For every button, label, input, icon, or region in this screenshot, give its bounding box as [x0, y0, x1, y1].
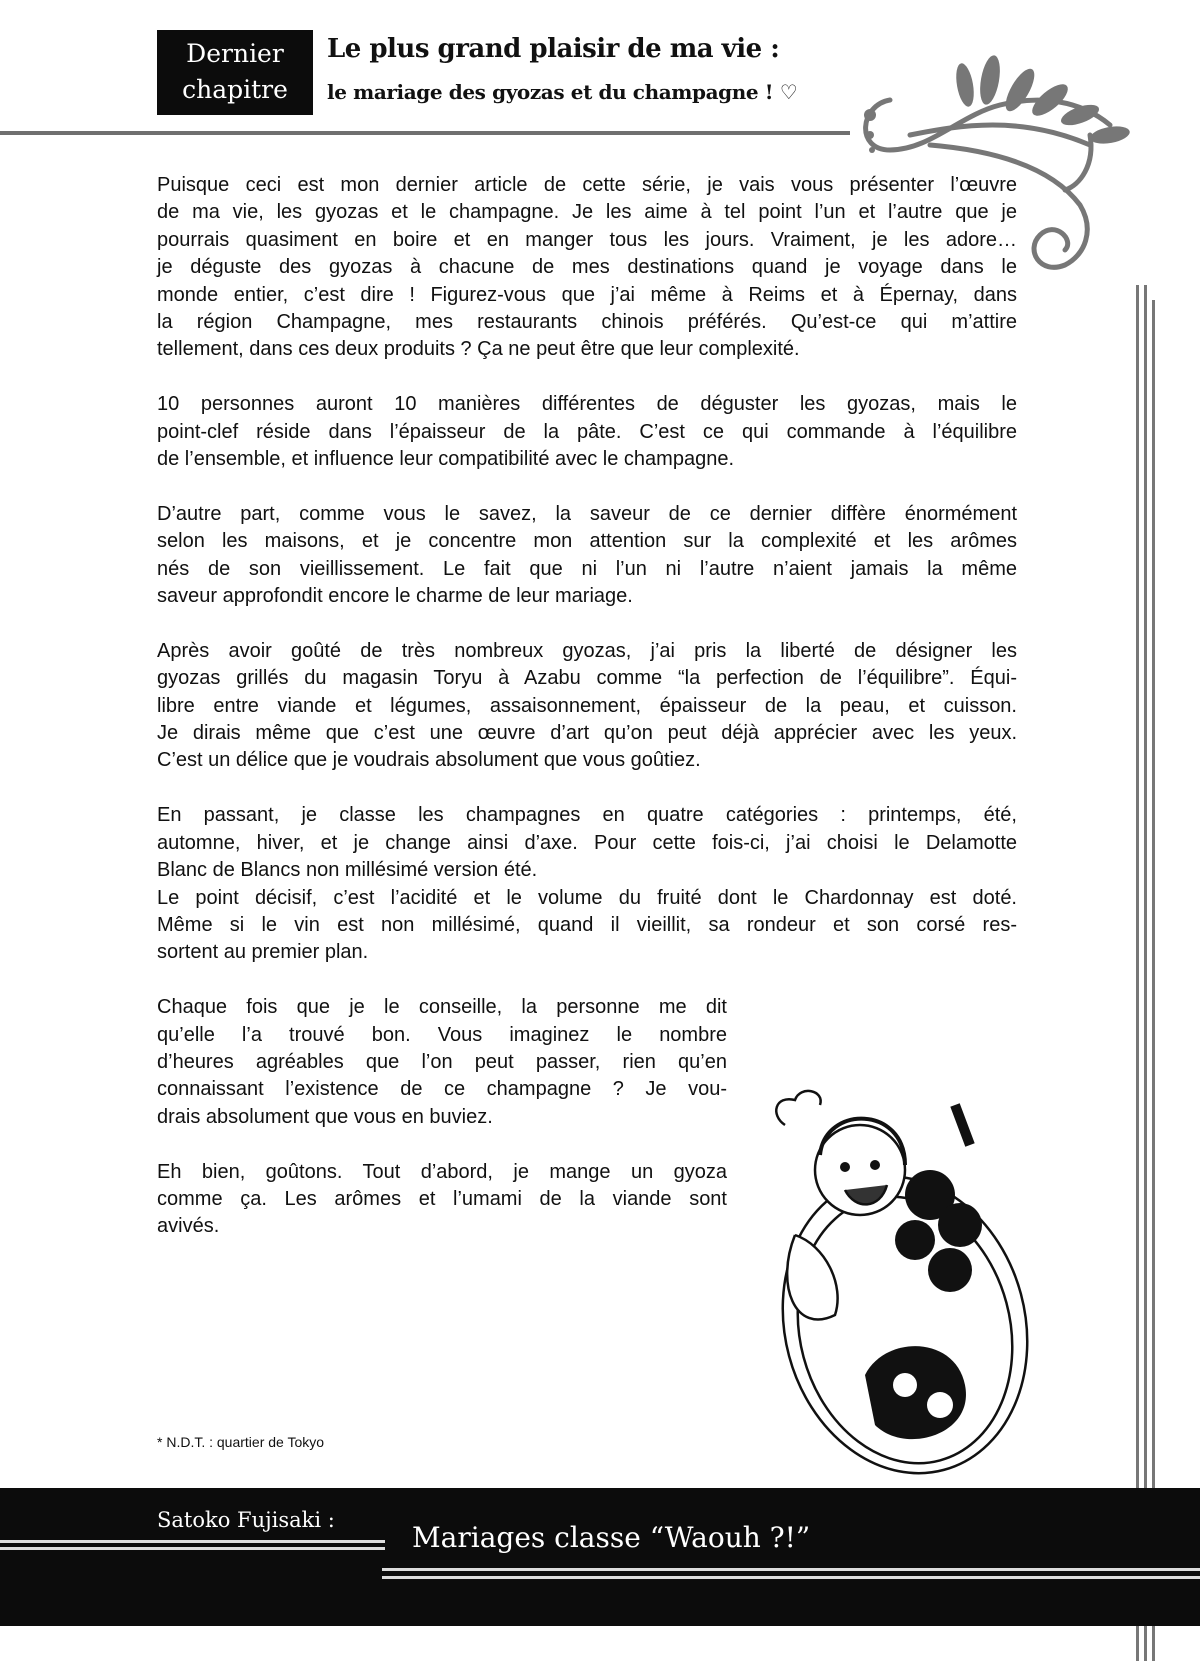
footer-rule	[382, 1568, 1200, 1571]
text-line: point-clef réside dans l’épaisseur de la pâte. C’est ce qui commande à l’équilibre	[157, 420, 1017, 443]
border-line	[1136, 285, 1139, 1661]
text-line: selon les maisons, et je concentre mon attention sur la complexité et les arômes	[157, 530, 1017, 553]
paragraph	[157, 501, 1017, 611]
text-line: Le point décisif, c’est l’acidité et le volume du fruité dont le Chardonnay est doté.	[157, 886, 1017, 909]
text-line: de ma vie, les gyozas et le champagne. Je les aime à tel point l’un et l’autre que je	[157, 201, 1017, 224]
text-line: Blanc de Blancs non millésimé version été.	[157, 859, 538, 882]
text-line: la région Champagne, mes restaurants chinois préférés. Qu’est-ce qui m’attire	[157, 311, 1017, 334]
border-line	[1152, 300, 1155, 1661]
footer-rule	[382, 1576, 1200, 1579]
text-line: sortent au premier plan.	[157, 941, 369, 964]
footnote: * N.D.T. : quartier de Tokyo	[157, 1434, 325, 1450]
footer-rule	[0, 1540, 385, 1543]
text-line: comme ça. Les arômes et l’umami de la viande sont	[157, 1187, 727, 1210]
chapter-label-line2: chapitre	[182, 75, 288, 104]
header-rule	[0, 131, 850, 135]
text-line: tellement, dans ces deux produits ? Ça ne peut être que leur complexité.	[157, 338, 800, 361]
text-line: avivés.	[157, 1215, 220, 1238]
paragraph	[157, 994, 727, 1131]
text-line: C’est un délice que je voudrais absolument que vous goûtiez.	[157, 749, 701, 772]
border-line	[1144, 285, 1147, 1661]
text-line: D’autre part, comme vous le savez, la saveur de ce dernier diffère énormément	[157, 502, 1017, 525]
author-name: Satoko Fujisaki :	[157, 1508, 335, 1532]
text-line: libre entre viande et légumes, assaisonnement, épaisseur de la peau, et cuisson.	[157, 694, 1017, 717]
text-line: Puisque ceci est mon dernier article de cette série, je vais vous présenter l’œuvre	[157, 174, 1017, 196]
chapter-label-line1: Dernier	[186, 39, 284, 68]
text-line: En passant, je classe les champagnes en quatre catégories : printemps, été,	[157, 804, 1017, 827]
text-line: nés de son vieillissement. Le fait que ni l’un ni l’autre n’aient jamais la même	[157, 557, 1017, 580]
chapter-subtitle: le mariage des gyozas et du champagne ! ♡	[327, 80, 798, 104]
chapter-label	[157, 30, 313, 115]
text-line: saveur approfondit encore le charme de leur mariage.	[157, 585, 633, 608]
text-line: d’heures agréables que l’on peut passer, rien qu’en	[157, 1050, 727, 1073]
text-line: je déguste des gyozas à chacune de mes destinations quand je voyage dans le	[157, 256, 1017, 279]
text-line: Je dirais même que c’est une œuvre d’art qu’on peut déjà apprécier avec les yeux.	[157, 722, 1017, 745]
text-line: connaissant l’existence de ce champagne ? Je vou-	[157, 1078, 727, 1101]
text-line: qu’elle l’a trouvé bon. Vous imaginez le nombre	[157, 1023, 727, 1046]
text-line: Eh bien, goûtons. Tout d’abord, je mange un gyoza	[157, 1160, 727, 1183]
text-line: Même si le vin est non millésimé, quand il vieillit, sa rondeur et son corsé res-	[157, 913, 1017, 936]
footer-rule	[0, 1547, 385, 1550]
paragraph	[157, 1159, 727, 1241]
text-line: 10 personnes auront 10 manières différentes de déguster les gyozas, mais le	[157, 393, 1017, 416]
text-line: de l’ensemble, et influence leur compatibilité avec le champagne.	[157, 448, 735, 471]
text-line: pourrais quasiment en boire et en manger tous les jours. Vraiment, je les adore…	[157, 228, 1017, 251]
chapter-title: Le plus grand plaisir de ma vie :	[327, 34, 780, 64]
paragraph	[157, 172, 1017, 364]
paragraph	[157, 638, 1017, 775]
paragraph	[157, 802, 1017, 966]
text-line: Chaque fois que je le conseille, la personne me dit	[157, 996, 727, 1019]
text-line: automne, hiver, et je change ainsi d’axe. Pour cette fois-ci, j’ai choisi le Delamotte	[157, 831, 1017, 854]
paragraph	[157, 391, 1017, 473]
text-line: drais absolument que vous en buviez.	[157, 1105, 493, 1128]
text-line: monde entier, c’est dire ! Figurez-vous que j’ai même à Reims et à Épernay, dans	[157, 283, 1017, 306]
text-line: gyozas grillés du magasin Toryu à Azabu comme “la perfection de l’équilibre”. Équi-	[157, 667, 1017, 690]
illustration-girl-gyoza-champagne	[755, 1085, 1065, 1485]
text-line: Après avoir goûté de très nombreux gyozas, j’ai pris la liberté de désigner les	[157, 639, 1017, 662]
series-title: Mariages classe “Waouh ?!”	[412, 1521, 811, 1554]
